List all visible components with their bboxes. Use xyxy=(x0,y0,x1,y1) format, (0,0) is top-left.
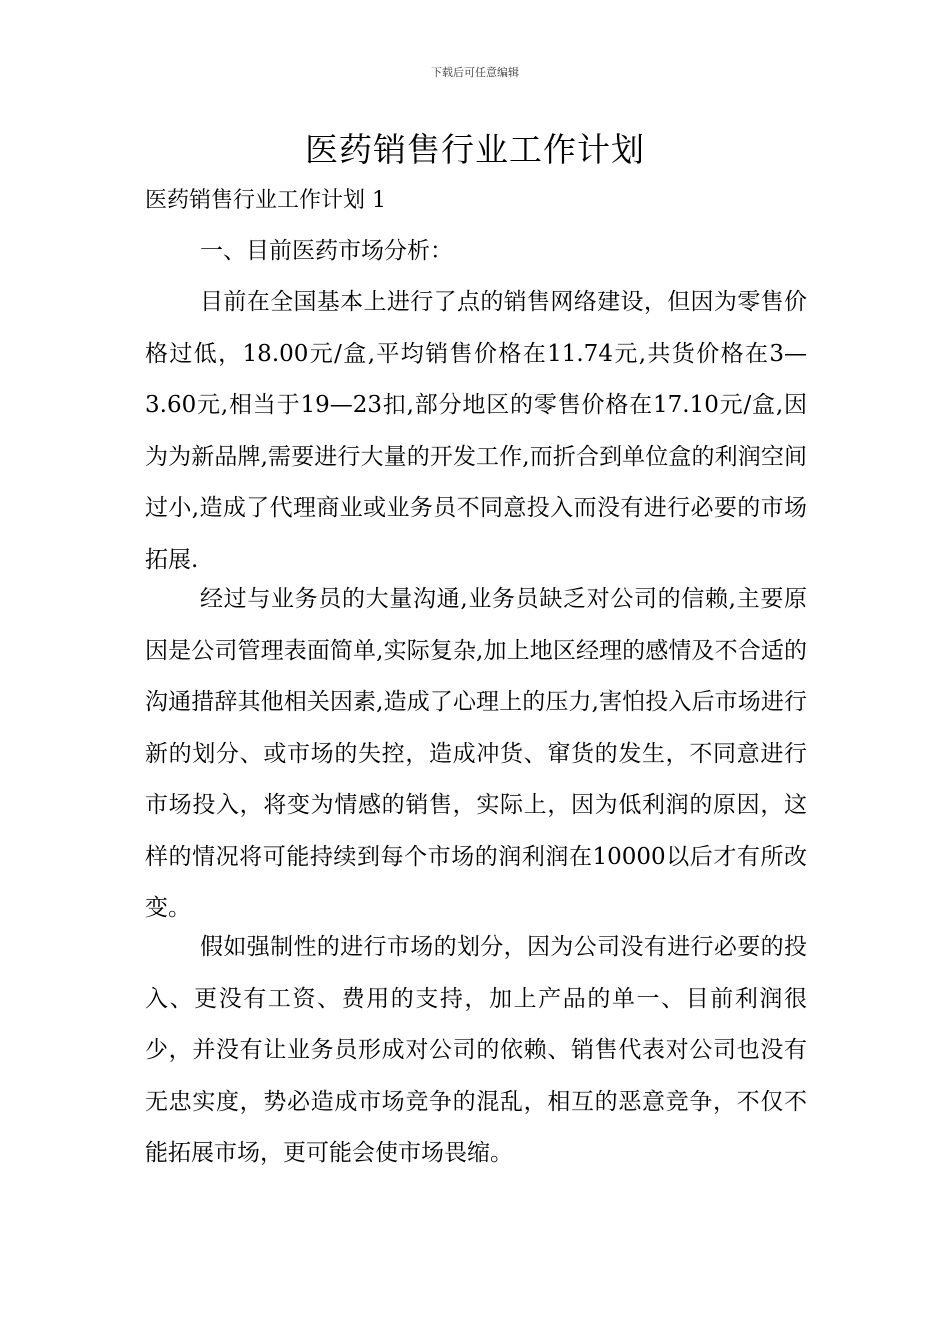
paragraph-3: 假如强制性的进行市场的划分，因为公司没有进行必要的投入、更没有工资、费用的支持，加上产品的单一、目前利润很少，并没有让业务员形成对公司的依赖、销售代表对公司也没有无忠实度，势必造成市场竞争的混乱，相互的恶意竞争，不仅不能拓展市场，更可能会使市场畏缩。 xyxy=(145,934,807,1166)
paragraph-1: 目前在全国基本上进行了点的销售网络建设，但因为零售价格过低，18.00元/盒,平均销售价格在11.74元,共货价格在3—3.60元,相当于19—23扣,部分地区的零售价格在17.10元/盒,因为为新品牌,需要进行大量的开发工作,而折合到单位盒的利润空间过小,造成了代理商业或业务员不同意投入而没有进行必要的市场拓展. xyxy=(145,289,807,573)
section-heading: 一、目前医药市场分析： xyxy=(200,238,453,264)
document-subtitle: 医药销售行业工作计划 1 xyxy=(145,188,386,213)
header-note: 下载后可任意编辑 xyxy=(431,66,519,79)
paragraph-2: 经过与业务员的大量沟通,业务员缺乏对公司的信赖,主要原因是公司管理表面简单,实际复杂,加上地区经理的感情及不合适的沟通措辞其他相关因素,造成了心理上的压力,害怕投入后市场进行新的划分、或市场的失控，造成冲货、窜货的发生，不同意进行市场投入，将变为情感的销售，实际上，因为低利润的原因，这样的情况将可能持续到每个市场的润利润在10000以后才有所改变。 xyxy=(145,586,807,921)
document-title: 医药销售行业工作计划 xyxy=(305,130,645,169)
